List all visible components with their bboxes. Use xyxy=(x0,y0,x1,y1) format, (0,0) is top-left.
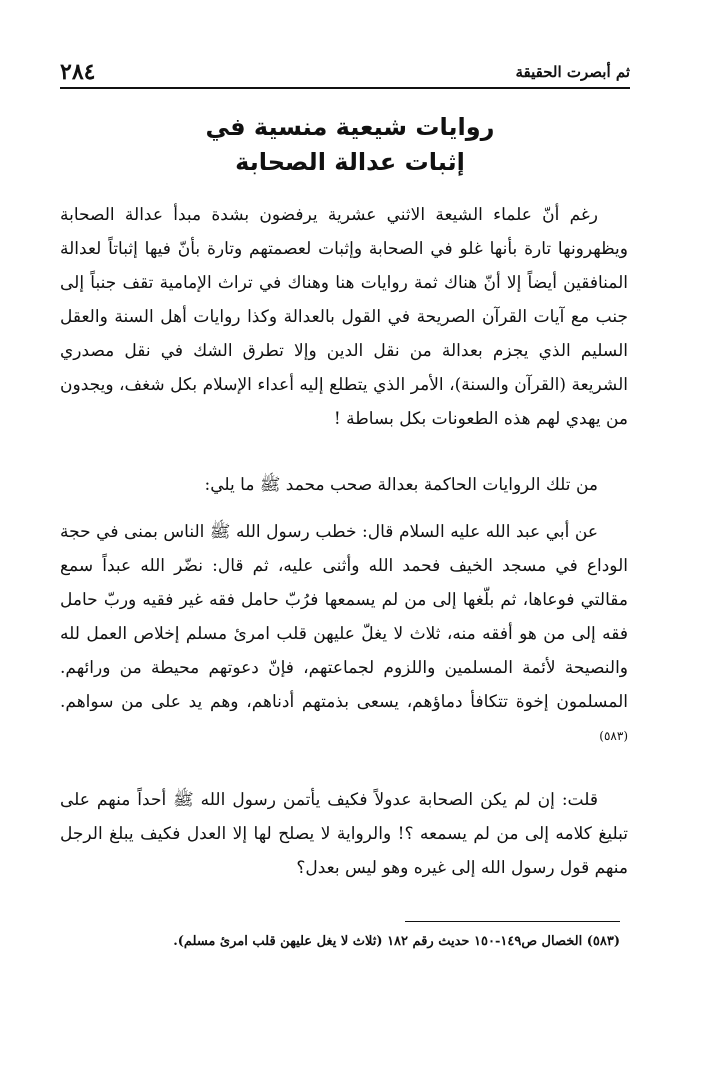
paragraph-commentary: قلت: إن لم يكن الصحابة عدولاً فكيف يأتمن رسول الله ﷺ أحداً منهم على تبليغ كلامه إلى من لم يسمعه ؟! والرواية لا يصلح لها إلا العدل فكيف يبلغ الرجل منهم قول رسول الله إلى غيره وهو ليس بعدل؟ xyxy=(60,790,628,878)
page-number: ٢٨٤ xyxy=(60,59,96,85)
section-heading-line1: روايات شيعية منسية في xyxy=(205,113,495,141)
section-heading-line2: إثبات عدالة الصحابة xyxy=(235,148,465,176)
narration-text: عن أبي عبد الله عليه السلام قال: خطب رسول الله ﷺ الناس بمنى في حجة الوداع في مسجد الخيف فحمد الله وأثنى عليه، ثم قال: نضّر الله عبداً سمع مقالتي فوعاها، ثم بلّغها إلى من لم يسمعها فرُبّ حامل فقه غير فقيه وربّ حامل فقه إلى من هو أفقه منه، ثلاث لا يغلّ عليهن قلب امرئ مسلم إخلاص العمل لله والنصيحة لأئمة المسلمين واللزوم لجماعتهم، فإنّ دعوتهم محيطة من ورائهم. المسلمون إخوة تتكافأ دماؤهم، يسعى بذمتهم أدناهم، وهم يد على من سواهم. xyxy=(60,522,628,712)
paragraph-intro: رغم أنّ علماء الشيعة الاثني عشرية يرفضون بشدة مبدأ عدالة الصحابة ويظهرونها تارة بأنها غلو في الصحابة وإثبات لعصمتهم وتارة بأنّ فيها إثباتاً لعدالة المنافقين أيضاً إلا أنّ هناك ثمة روايات هنا وهناك في تراث الإمامية تقف جنباً إلى جنب مع آيات القرآن الصريحة في القول بالعدالة وكذا روايات أهل السنة والعقل السليم الذي يجزم بعدالة من نقل الدين وإلا تطرق الشك في نقل مصدري الشريعة (القرآن والسنة)، الأمر الذي يتطلع إليه أعداء الإسلام بكل شغف، ويجدون من يهدي لهم هذه الطعونات بكل بساطة ! xyxy=(60,205,628,429)
running-header xyxy=(60,55,630,89)
footnote-separator xyxy=(405,921,620,922)
paragraph-narration xyxy=(60,515,628,759)
paragraph-lead-in: من تلك الروايات الحاكمة بعدالة صحب محمد ﷺ ما يلي: xyxy=(204,475,598,495)
footnote: (٥٨٣) الخصال ص١٤٩-١٥٠ حديث رقم ١٨٢ (ثلاث لا يغل عليهن قلب امرئ مسلم). xyxy=(173,934,620,949)
footnote-reference[interactable]: (٥٨٣) xyxy=(599,729,628,743)
header-rule xyxy=(60,87,630,89)
running-title: ثم أبصرت الحقيقة xyxy=(515,63,630,81)
